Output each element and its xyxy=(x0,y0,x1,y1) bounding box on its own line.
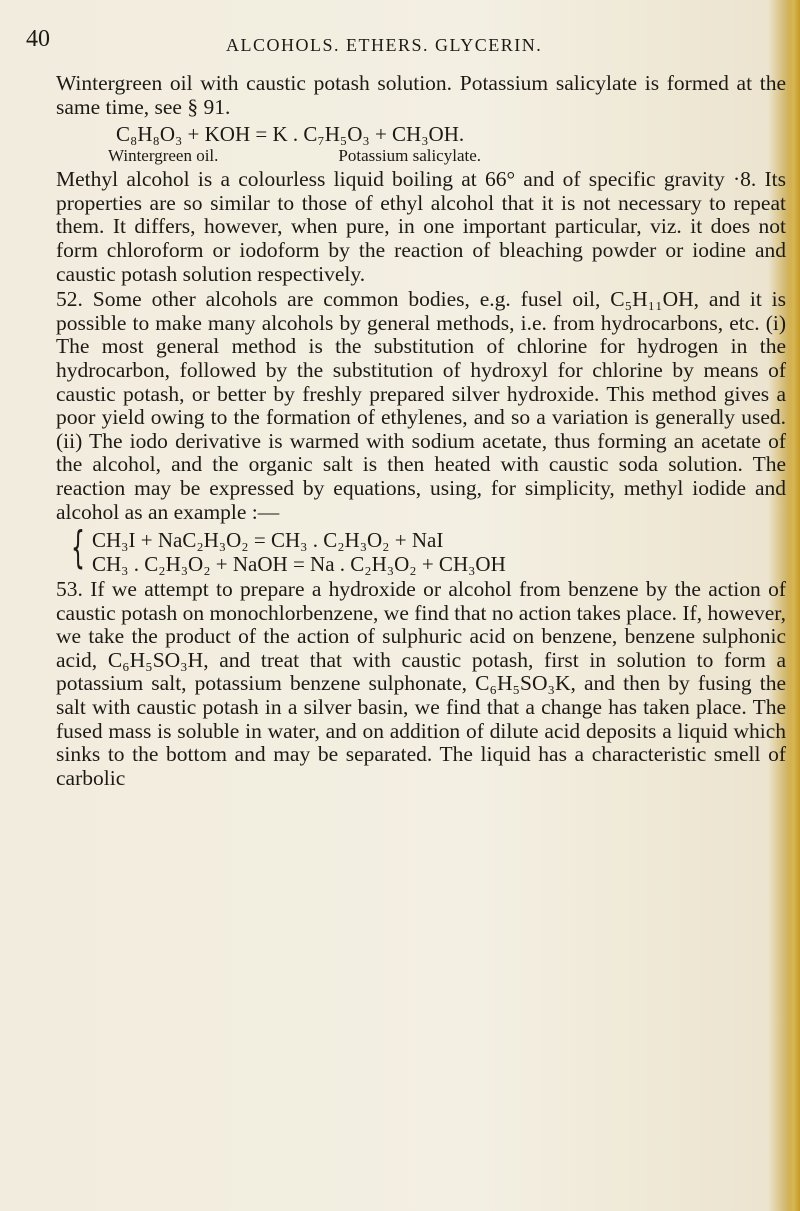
paragraph-methyl-alcohol: Methyl alcohol is a colourless liquid boiling at 66° and of specific gravity ·8. Its properties are so similar to those of ethyl alcohol that it is not necessary to repeat them. It differs, however, when pure, in one important particular, viz. it does not form chloroform or iodoform by the reaction of bleaching powder or iodine and caustic potash solution respectively. xyxy=(56,167,786,286)
equation-line-1: CH₃I + NaC₂H₃O₂ = CH₃ . C₂H₃O₂ + NaI xyxy=(92,528,444,553)
page-edge xyxy=(786,0,800,1211)
paragraph-52: 52. Some other alcohols are common bodies, e.g. fusel oil, C₅H₁₁OH, and it is possible to make many alcohols by general methods, i.e. from hydrocarbons, etc. (i) The most general method is the substitution of chlorine for hydrogen in the hydrocarbon, followed by the substitution of hydroxyl for chlorine by means of caustic potash, or better by freshly prepared silver hydroxide. This method gives a poor yield owing to the formation of ethylenes, and so a variation is generally used. (ii) The iodo derivative is warmed with sodium acetate, thus forming an acetate of the alcohol, and the organic salt is then heated with caustic soda solution. The reaction may be expressed by equations, using, for simplicity, methyl iodide and alcohol as an example :— xyxy=(56,287,786,524)
running-head xyxy=(26,26,786,66)
label-potassium-salicylate: Potassium salicylate. xyxy=(338,146,482,166)
page-content xyxy=(26,26,786,790)
paragraph-53: 53. If we attempt to prepare a hydroxide or alcohol from benzene by the action of caustic potash on monochlorbenzene, we find that no action takes place. If, however, we take the product of the action of sulphuric acid on benzene, benzene sulphonic acid, C₆H₅SO₃H, and treat that with caustic potash, first in solution to form a potassium salt, potassium benzene sulphonate, C₆H₅SO₃K, and then by fusing the salt with caustic potash in a silver basin, we find that a change has taken place. The fused mass is soluble in water, and on addition of dilute acid deposits a liquid which sinks to the bottom and may be separated. The liquid has a characteristic smell of carbolic xyxy=(56,577,786,790)
paragraph-wintergreen: Wintergreen oil with caustic potash solution. Potassium salicylate is formed at the same time, see § 91. xyxy=(56,71,786,119)
running-title: ALCOHOLS. ETHERS. GLYCERIN. xyxy=(226,35,543,55)
equation-labels xyxy=(56,146,786,166)
page-number: 40 xyxy=(26,26,50,52)
equation-line-2: CH₃ . C₂H₃O₂ + NaOH = Na . C₂H₃O₂ + CH₃OH xyxy=(92,552,506,577)
equation-wintergreen: C₈H₈O₃ + KOH = K . C₇H₅O₃ + CH₃OH. xyxy=(116,122,465,147)
brace-symbol: { xyxy=(71,522,85,574)
equation-group xyxy=(56,522,786,577)
label-wintergreen-oil: Wintergreen oil. xyxy=(108,146,219,166)
